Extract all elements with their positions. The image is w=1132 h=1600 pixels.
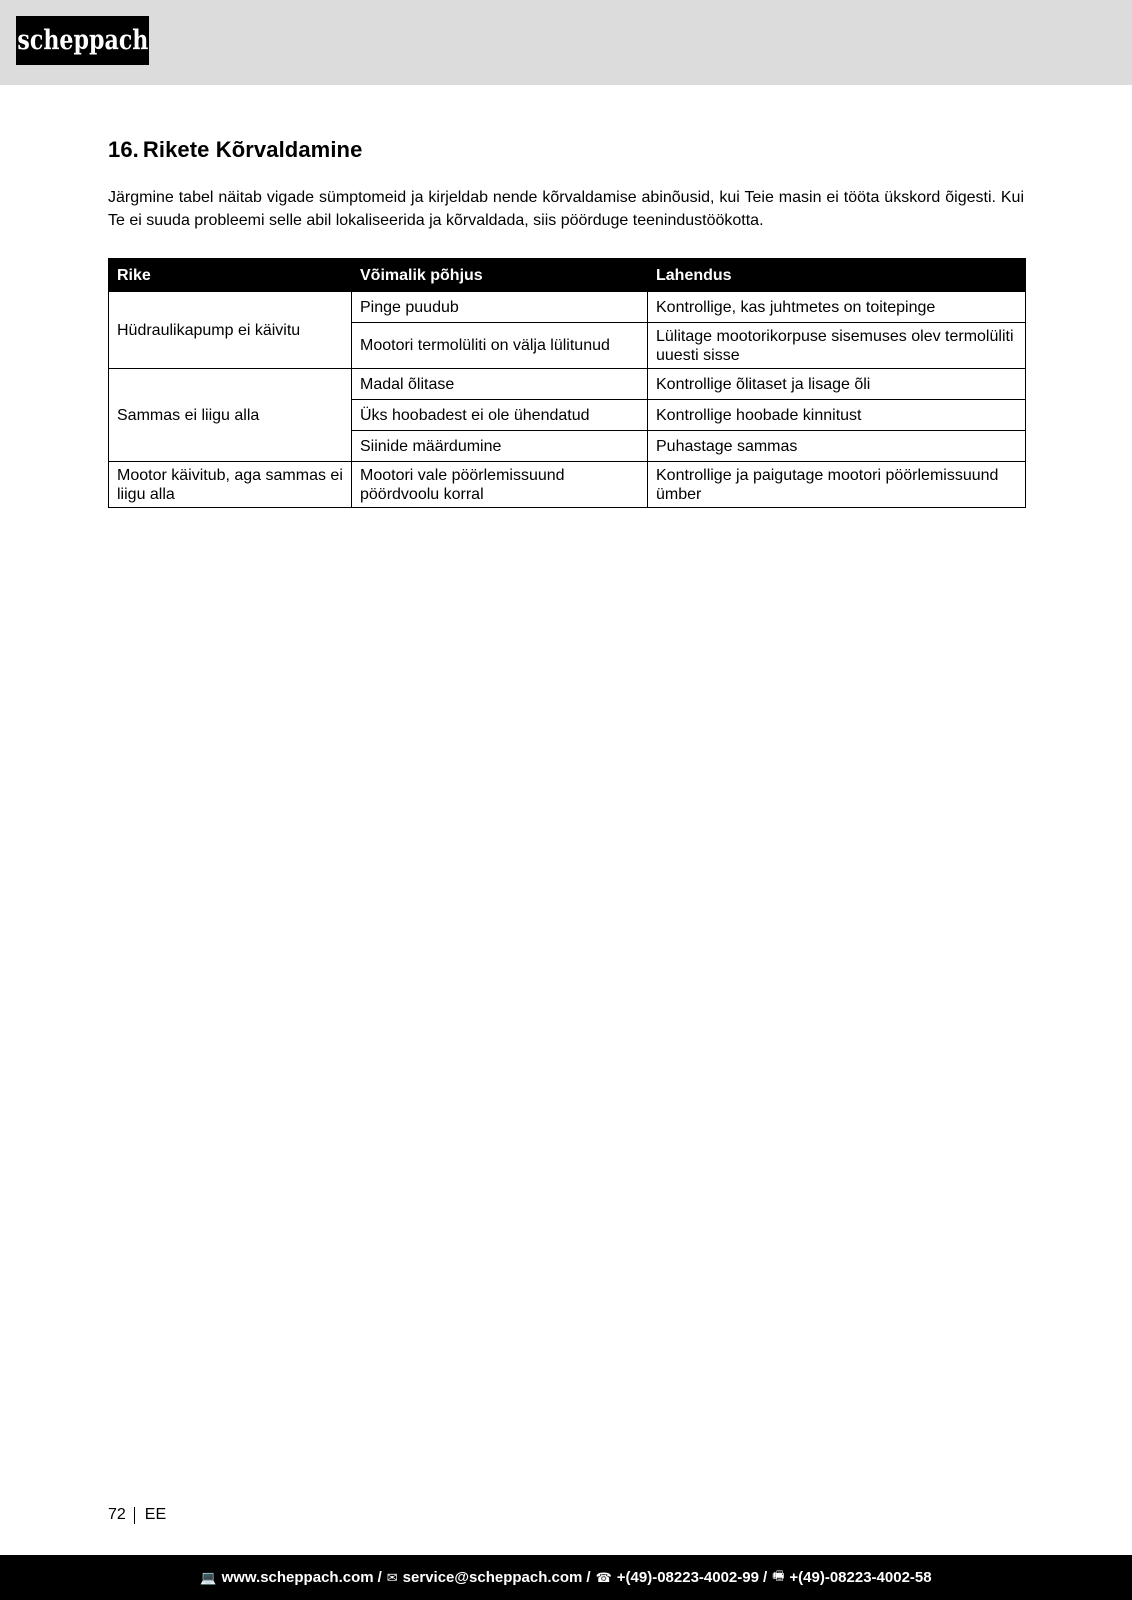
section-title [108, 137, 362, 163]
footer-contact-bar [0, 1555, 1132, 1600]
footer-website[interactable]: www.scheppach.com [221, 1569, 374, 1586]
header-band [0, 0, 1132, 85]
table-row [109, 462, 1026, 508]
page-number-value: 72 [108, 1506, 126, 1523]
header-cause: Võimalik põhjus [352, 259, 648, 292]
mail-icon: ✉ [386, 1569, 398, 1585]
header-remedy: Lahendus [648, 259, 1026, 292]
page-number [108, 1506, 166, 1524]
fault-cell: Hüdraulikapump ei käivitu [109, 292, 352, 369]
cause-cell: Mootori termolüliti on välja lülitunud [352, 323, 648, 369]
remedy-cell: Kontrollige õlitaset ja lisage õli [648, 369, 1026, 400]
remedy-cell: Kontrollige, kas juhtmetes on toitepinge [648, 292, 1026, 323]
footer-separator: / [586, 1569, 591, 1586]
computer-icon: 💻 [200, 1569, 217, 1585]
fault-cell: Sammas ei liigu alla [109, 369, 352, 462]
footer-phone: +(49)-08223-4002-99 [616, 1569, 759, 1586]
remedy-cell: Puhastage sammas [648, 431, 1026, 462]
fault-cell: Mootor käivitub, aga sammas ei liigu alla [109, 462, 352, 508]
cause-cell: Siinide määrdumine [352, 431, 648, 462]
phone-icon: ☎ [595, 1569, 612, 1585]
page-number-divider [134, 1507, 135, 1524]
footer-separator: / [762, 1569, 768, 1586]
brand-logo [16, 16, 149, 65]
table-header-row [109, 259, 1026, 292]
header-fault: Rike [109, 259, 352, 292]
remedy-cell: Lülitage mootorikorpuse sisemuses olev termolüliti uuesti sisse [648, 323, 1026, 369]
table-row [109, 292, 1026, 323]
remedy-cell: Kontrollige ja paigutage mootori pöörlemissuund ümber [648, 462, 1026, 508]
page-language: EE [144, 1506, 167, 1523]
brand-logo-text: scheppach [16, 25, 149, 56]
remedy-cell: Kontrollige hoobade kinnitust [648, 400, 1026, 431]
table-row [109, 369, 1026, 400]
footer-separator: / [377, 1569, 382, 1586]
footer-email[interactable]: service@scheppach.com [402, 1569, 583, 1586]
troubleshooting-table [108, 258, 1026, 508]
footer-fax: +(49)-08223-4002-58 [789, 1569, 932, 1586]
cause-cell: Pinge puudub [352, 292, 648, 323]
section-number: 16. [108, 137, 139, 162]
cause-cell: Mootori vale pöörlemissuund pöördvoolu korral [352, 462, 648, 508]
intro-paragraph: Järgmine tabel näitab vigade sümptomeid ja kirjeldab nende kõrvaldamise abinõusid, kui Teie masin ei tööta ükskord õigesti. Kui Te ei suuda probleemi selle abil lokaliseerida ja kõrvaldada, siis pöörduge teenindustöökotta. [108, 189, 1024, 229]
fax-icon: 🖷 [772, 1567, 785, 1583]
cause-cell: Üks hoobadest ei ole ühendatud [352, 400, 648, 431]
cause-cell: Madal õlitase [352, 369, 648, 400]
section-title-text: Rikete Kõrvaldamine [142, 137, 363, 162]
